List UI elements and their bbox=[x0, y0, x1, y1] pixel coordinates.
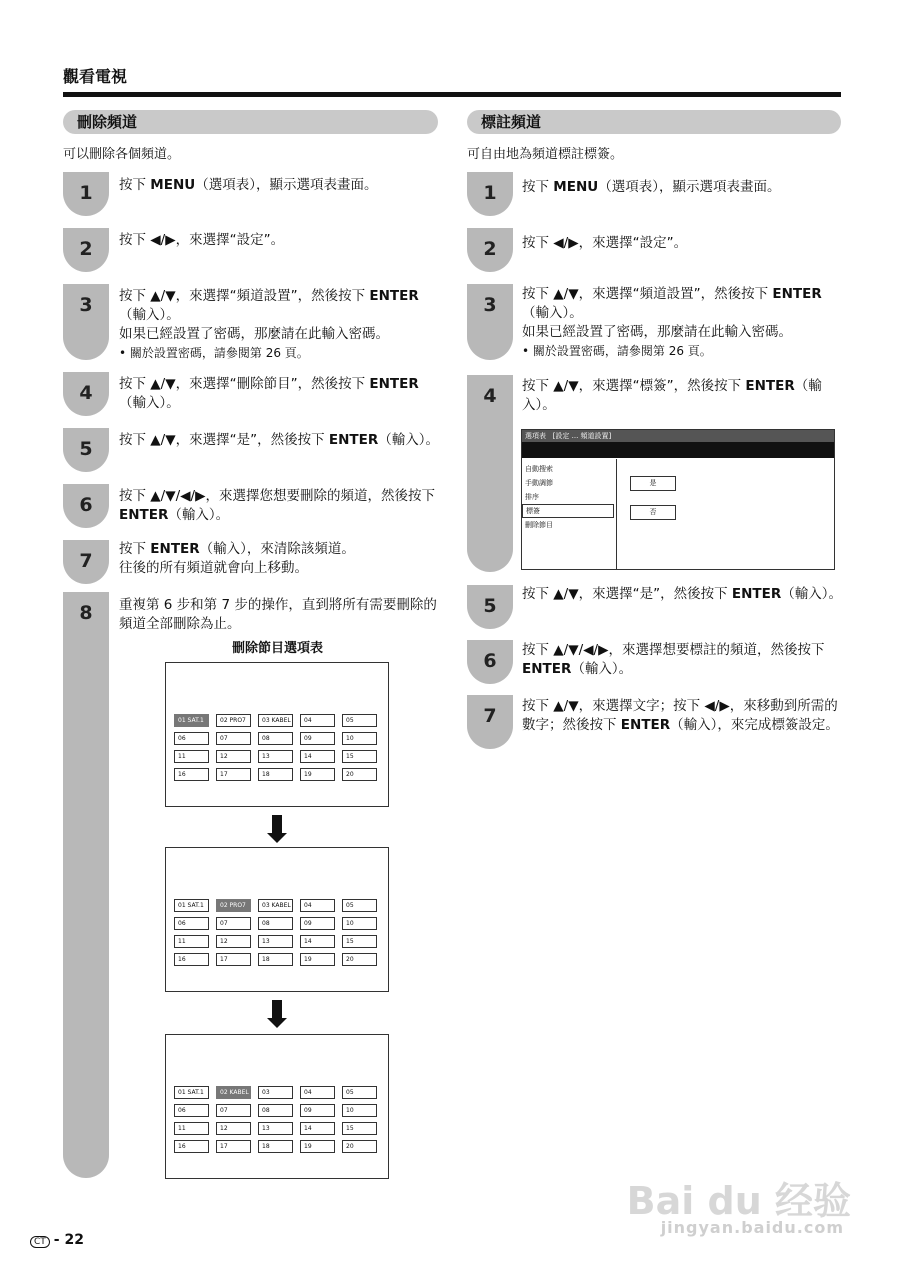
label-menu-screenshot bbox=[521, 429, 835, 570]
channel-cell[interactable]: 05 bbox=[342, 714, 377, 727]
channel-cell[interactable]: 14 bbox=[300, 750, 335, 763]
channel-cell[interactable]: 08 bbox=[258, 1104, 293, 1117]
channel-cell[interactable]: 10 bbox=[342, 1104, 377, 1117]
channel-grid-screen bbox=[165, 662, 389, 807]
left-step-5-number: 5 bbox=[79, 438, 93, 460]
channel-cell[interactable]: 12 bbox=[216, 1122, 251, 1135]
channel-cell[interactable]: 07 bbox=[216, 1104, 251, 1117]
channel-cell[interactable]: 17 bbox=[216, 953, 251, 966]
left-step-6-number: 6 bbox=[79, 494, 93, 516]
left-step-8-number: 8 bbox=[79, 602, 93, 624]
channel-cell[interactable]: 14 bbox=[300, 1122, 335, 1135]
channel-cell[interactable]: 15 bbox=[342, 935, 377, 948]
channel-cell[interactable]: 09 bbox=[300, 732, 335, 745]
right-section-heading: 標註頻道 bbox=[467, 110, 841, 134]
channel-cell[interactable]: 02 PRO7 bbox=[216, 714, 251, 727]
left-step-1-bar bbox=[63, 172, 109, 216]
left-step-1-number: 1 bbox=[79, 182, 93, 204]
option-yes[interactable]: 是 bbox=[630, 476, 676, 491]
right-step-6-number: 6 bbox=[483, 650, 497, 672]
right-step-4-bar bbox=[467, 375, 513, 572]
right-step-2-text: 按下 ◀/▶，來選擇“設定”。 bbox=[522, 235, 688, 251]
channel-cell[interactable]: 16 bbox=[174, 768, 209, 781]
menu-header-band bbox=[522, 442, 834, 458]
left-step-6-bar bbox=[63, 484, 109, 528]
channel-cell[interactable]: 16 bbox=[174, 1140, 209, 1153]
channel-cell[interactable]: 07 bbox=[216, 732, 251, 745]
channel-cell[interactable]: 12 bbox=[216, 935, 251, 948]
channel-cell[interactable]: 18 bbox=[258, 768, 293, 781]
page-title: 觀看電視 bbox=[63, 67, 128, 86]
channel-cell[interactable]: 13 bbox=[258, 1122, 293, 1135]
delete-menu-caption: 刪除節目選項表 bbox=[231, 641, 323, 656]
channel-cell[interactable]: 15 bbox=[342, 1122, 377, 1135]
left-step-8-text: 重複第 6 步和第 7 步的操作，直到將所有需要刪除的頻道全部刪除為止。 bbox=[119, 597, 437, 632]
left-step-5-text: 按下 ▲/▼，來選擇“是”，然後按下 ENTER（輸入）。 bbox=[119, 432, 439, 448]
menu-title-bar bbox=[522, 430, 834, 442]
right-step-4-text: 按下 ▲/▼，來選擇“標簽”，然後按下 ENTER（輸入）。 bbox=[522, 378, 822, 413]
down-arrow-icon bbox=[267, 1000, 287, 1028]
channel-cell[interactable]: 19 bbox=[300, 768, 335, 781]
menu-item[interactable]: 刪除節目 bbox=[525, 521, 553, 529]
left-step-8-bar bbox=[63, 592, 109, 1178]
channel-cell[interactable]: 16 bbox=[174, 953, 209, 966]
watermark-url: jingyan.baidu.com bbox=[660, 1218, 844, 1237]
down-arrow-icon bbox=[267, 815, 287, 843]
channel-cell[interactable]: 01 SAT.1 bbox=[174, 899, 209, 912]
channel-cell[interactable]: 20 bbox=[342, 1140, 377, 1153]
menu-item[interactable]: 手動調節 bbox=[525, 479, 553, 487]
right-step-6-text: 按下 ▲/▼/◀/▶，來選擇想要標註的頻道，然後按下 ENTER（輸入）。 bbox=[522, 642, 825, 677]
page-number bbox=[30, 1232, 84, 1248]
left-step-3-note: • 關於設置密碼，請參閱第 26 頁。 bbox=[119, 346, 309, 360]
left-intro: 可以刪除各個頻道。 bbox=[63, 147, 181, 162]
channel-cell[interactable]: 11 bbox=[174, 1122, 209, 1135]
menu-title: 選項表 bbox=[525, 432, 546, 440]
right-step-5-number: 5 bbox=[483, 595, 497, 617]
channel-cell[interactable]: 20 bbox=[342, 768, 377, 781]
channel-grid-screen bbox=[165, 847, 389, 992]
option-no[interactable]: 否 bbox=[630, 505, 676, 520]
title-rule bbox=[63, 92, 841, 97]
menu-item[interactable]: 排序 bbox=[525, 493, 539, 501]
channel-cell[interactable]: 19 bbox=[300, 1140, 335, 1153]
channel-cell[interactable]: 10 bbox=[342, 917, 377, 930]
channel-cell[interactable]: 04 bbox=[300, 899, 335, 912]
right-step-3-bar bbox=[467, 284, 513, 360]
channel-cell[interactable]: 06 bbox=[174, 1104, 209, 1117]
channel-cell[interactable]: 04 bbox=[300, 1086, 335, 1099]
channel-cell[interactable]: 01 SAT.1 bbox=[174, 1086, 209, 1099]
channel-cell[interactable]: 12 bbox=[216, 750, 251, 763]
watermark-logo: Bai du 经验 bbox=[626, 1179, 851, 1223]
left-step-2-number: 2 bbox=[79, 238, 93, 260]
right-step-3-text: 按下 ▲/▼，來選擇“頻道設置”，然後按下 ENTER（輸入）。 如果已經設置了密碼，那麼請在此輸入密碼。 bbox=[522, 286, 822, 340]
channel-cell[interactable]: 20 bbox=[342, 953, 377, 966]
menu-item[interactable]: 標簽 bbox=[522, 504, 614, 518]
channel-cell[interactable]: 08 bbox=[258, 732, 293, 745]
right-step-3-note: • 關於設置密碼，請參閱第 26 頁。 bbox=[522, 344, 712, 358]
right-step-1-bar bbox=[467, 172, 513, 216]
right-step-4-number: 4 bbox=[483, 385, 497, 407]
channel-cell[interactable]: 09 bbox=[300, 917, 335, 930]
right-intro: 可自由地為頻道標註標簽。 bbox=[467, 147, 624, 162]
channel-cell[interactable]: 05 bbox=[342, 1086, 377, 1099]
channel-cell[interactable]: 15 bbox=[342, 750, 377, 763]
page-number-text: - 22 bbox=[53, 1232, 84, 1248]
right-step-3-number: 3 bbox=[483, 294, 497, 316]
right-step-1-text: 按下 MENU（選項表），顯示選項表畫面。 bbox=[522, 179, 781, 195]
left-step-3-text: 按下 ▲/▼，來選擇“頻道設置”，然後按下 ENTER（輸入）。 如果已經設置了密碼，那麼請在此輸入密碼。 bbox=[119, 288, 419, 342]
left-step-7-number: 7 bbox=[79, 550, 93, 572]
left-step-1-text: 按下 MENU（選項表），顯示選項表畫面。 bbox=[119, 177, 378, 193]
channel-cell[interactable]: 03 KABEL bbox=[258, 714, 293, 727]
right-step-6-bar bbox=[467, 640, 513, 684]
channel-cell[interactable]: 09 bbox=[300, 1104, 335, 1117]
channel-cell[interactable]: 13 bbox=[258, 750, 293, 763]
right-step-7-bar bbox=[467, 695, 513, 749]
left-step-4-bar bbox=[63, 372, 109, 416]
channel-cell[interactable]: 01 SAT.1 bbox=[174, 714, 209, 727]
right-step-2-number: 2 bbox=[483, 238, 497, 260]
channel-cell[interactable]: 18 bbox=[258, 1140, 293, 1153]
left-step-4-number: 4 bbox=[79, 382, 93, 404]
region-badge: CT bbox=[30, 1236, 50, 1248]
channel-cell[interactable]: 06 bbox=[174, 917, 209, 930]
right-step-5-text: 按下 ▲/▼，來選擇“是”，然後按下 ENTER（輸入）。 bbox=[522, 586, 842, 602]
channel-cell[interactable]: 18 bbox=[258, 953, 293, 966]
channel-cell[interactable]: 05 bbox=[342, 899, 377, 912]
left-step-6-text: 按下 ▲/▼/◀/▶，來選擇您想要刪除的頻道，然後按下 ENTER（輸入）。 bbox=[119, 488, 435, 523]
channel-cell[interactable]: 14 bbox=[300, 935, 335, 948]
right-step-1-number: 1 bbox=[483, 182, 497, 204]
channel-cell[interactable]: 03 KABEL bbox=[258, 899, 293, 912]
left-step-3-bar bbox=[63, 284, 109, 360]
channel-cell[interactable]: 02 PRO7 bbox=[216, 899, 251, 912]
channel-cell[interactable]: 04 bbox=[300, 714, 335, 727]
channel-cell[interactable]: 02 KABEL bbox=[216, 1086, 251, 1099]
channel-cell[interactable]: 19 bbox=[300, 953, 335, 966]
channel-cell[interactable]: 03 bbox=[258, 1086, 293, 1099]
channel-cell[interactable]: 10 bbox=[342, 732, 377, 745]
right-step-7-number: 7 bbox=[483, 705, 497, 727]
channel-cell[interactable]: 17 bbox=[216, 1140, 251, 1153]
right-step-7-text: 按下 ▲/▼，來選擇文字；按下 ◀/▶，來移動到所需的數字；然後按下 ENTER（輸入），來完成標簽設定。 bbox=[522, 698, 839, 733]
right-step-5-bar bbox=[467, 585, 513, 629]
menu-path: [設定 ... 頻道設置] bbox=[552, 432, 612, 440]
right-step-2-bar bbox=[467, 228, 513, 272]
left-section-heading: 刪除頻道 bbox=[63, 110, 438, 134]
channel-cell[interactable]: 11 bbox=[174, 935, 209, 948]
channel-cell[interactable]: 11 bbox=[174, 750, 209, 763]
left-step-3-number: 3 bbox=[79, 294, 93, 316]
channel-cell[interactable]: 06 bbox=[174, 732, 209, 745]
left-step-2-text: 按下 ◀/▶，來選擇“設定”。 bbox=[119, 232, 285, 248]
channel-cell[interactable]: 17 bbox=[216, 768, 251, 781]
menu-item[interactable]: 自動搜索 bbox=[525, 465, 553, 473]
left-step-4-text: 按下 ▲/▼，來選擇“刪除節目”，然後按下 ENTER（輸入）。 bbox=[119, 376, 419, 411]
left-step-2-bar bbox=[63, 228, 109, 272]
menu-item-list bbox=[522, 459, 617, 570]
channel-cell[interactable]: 07 bbox=[216, 917, 251, 930]
channel-cell[interactable]: 08 bbox=[258, 917, 293, 930]
left-step-5-bar bbox=[63, 428, 109, 472]
left-step-7-text: 按下 ENTER（輸入），來清除該頻道。 往後的所有頻道就會向上移動。 bbox=[119, 541, 355, 576]
channel-grid-screen bbox=[165, 1034, 389, 1179]
channel-cell[interactable]: 13 bbox=[258, 935, 293, 948]
left-step-7-bar bbox=[63, 540, 109, 584]
